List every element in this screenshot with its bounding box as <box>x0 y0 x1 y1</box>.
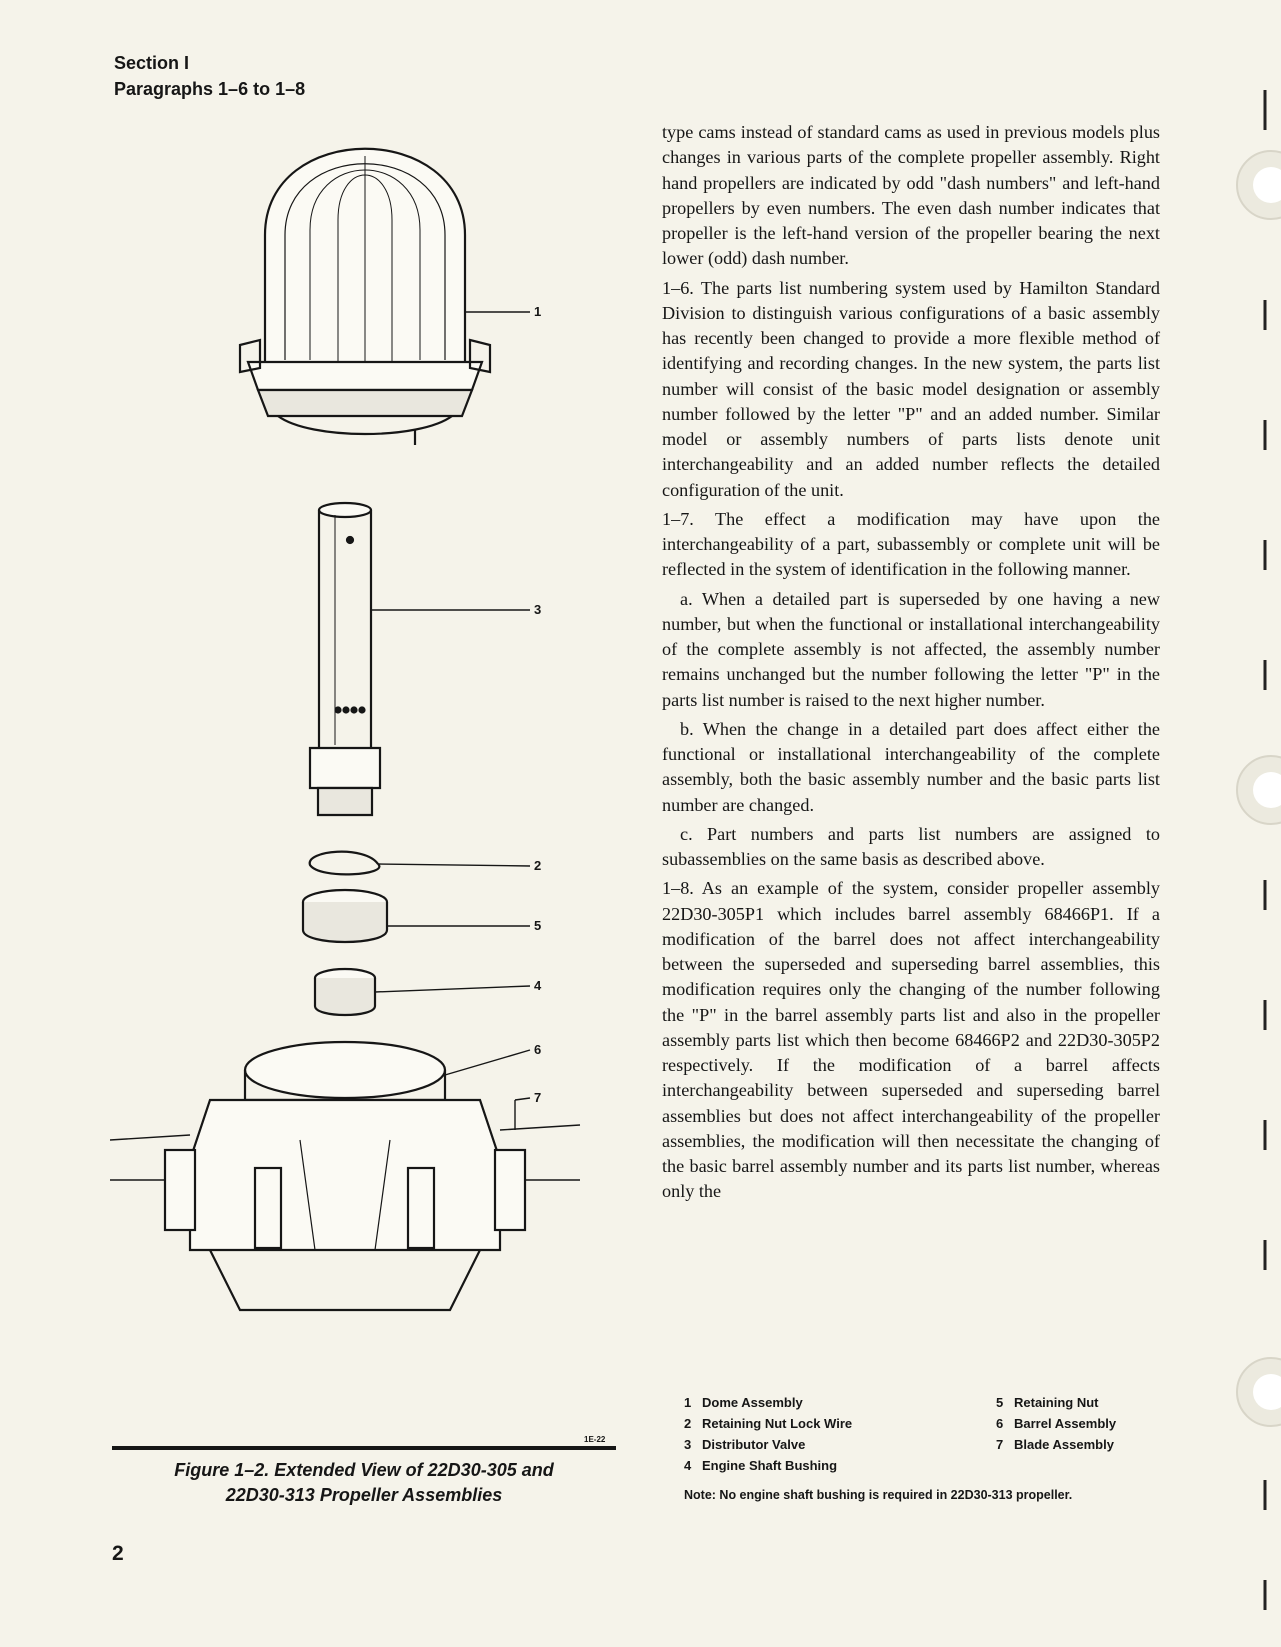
paragraph-range: Paragraphs 1–6 to 1–8 <box>114 79 306 99</box>
legend-item: 7 Blade Assembly <box>996 1437 1114 1452</box>
distributor-valve-drawing <box>310 503 530 815</box>
legend-item: 4 Engine Shaft Bushing <box>684 1458 838 1473</box>
callout-4: 4 <box>534 978 542 993</box>
figure-caption <box>112 1458 616 1508</box>
engine-shaft-bushing-drawing <box>315 969 530 1015</box>
legend-item: 5 Retaining Nut <box>996 1395 1099 1410</box>
caption-line-1: Figure 1–2. Extended View of 22D30-305 and <box>174 1460 554 1480</box>
propeller-illustration <box>110 140 620 1460</box>
retaining-nut-drawing <box>303 890 530 942</box>
figure-rule <box>112 1446 616 1450</box>
paragraph: c. Part numbers and parts list numbers are assigned to subassemblies on the same basis as described above. <box>662 823 1160 869</box>
paragraph: 1–6. The parts list numbering system used by Hamilton Standard Division to distinguish various configurations of a basic assembly has recently been changed to provide a more flexible method of identifying and recording changes. In the new system, the parts list number will consist of the basic model designation or assembly number followed by the letter "P" and an added number. Similar model or assembly numbers of parts lists denote unit interchangeability and an added number reflects the detailed configuration of the unit. <box>662 277 1160 500</box>
paragraph: a. When a detailed part is superseded by one having a new number, but when the functional or installational interchangeability of the complete assembly is not affected, the assembly number remains unchanged but the number following the letter "P" in the parts list number is raised to the next higher number. <box>662 588 1160 710</box>
figure-code: 1E-22 <box>584 1435 606 1444</box>
section-label: Section I <box>114 53 190 73</box>
callout-6: 6 <box>534 1042 542 1057</box>
page-header <box>114 50 305 102</box>
callout-2: 2 <box>534 858 542 873</box>
legend-item: 2 Retaining Nut Lock Wire <box>684 1416 853 1431</box>
legend-right-column <box>996 1392 1116 1455</box>
callout-1: 1 <box>534 304 542 319</box>
paragraph: type cams instead of standard cams as used in previous models plus changes in various parts of the complete propeller assembly. Right hand propellers are indicated by odd "dash numbers" and left-hand propellers by even numbers. The even dash number indicates that propeller is the left-hand version of the propeller bearing the next lower (odd) dash number. <box>662 122 1160 269</box>
callout-5: 5 <box>534 918 542 933</box>
paragraph: b. When the change in a detailed part does affect either the functional or installational interchangeability of the complete assembly, both the basic assembly number and the basic parts list number are changed. <box>662 718 1160 815</box>
binder-edge-decoration <box>1161 0 1281 1647</box>
paragraph: 1–8. As an example of the system, consider propeller assembly 22D30-305P1 which includes barrel assembly 68466P1. If a modification of the barrel does not affect interchangeability between the superseded and superseding barrel assemblies, this modification requires only the changing of the number following the "P" in the barrel assembly parts list and also in the propeller assembly parts list which then become 68466P2 and 22D30-305P2 respectively. If the modification of a barrel affects interchangeability between superseded and superseding barrel assemblies but does not affect interchangeability of the propeller assemblies, the modification will then necessitate the changing of the basic barrel assembly number and its parts list number, whereas only the <box>662 878 1160 1202</box>
paragraph: 1–7. The effect a modification may have upon the interchangeability of a part, subassembly or complete unit will be reflected in the system of identification in the following manner. <box>662 508 1160 580</box>
legend-left-column <box>684 1392 852 1476</box>
callout-3: 3 <box>534 602 542 617</box>
barrel-assembly-drawing <box>110 1042 580 1310</box>
body-text <box>662 120 1160 1209</box>
dome-assembly-drawing <box>240 149 530 445</box>
caption-line-2: 22D30-313 Propeller Assemblies <box>225 1485 503 1505</box>
legend-item: 6 Barrel Assembly <box>996 1416 1117 1431</box>
callout-7: 7 <box>534 1090 542 1105</box>
page-number: 2 <box>112 1542 124 1565</box>
footnote: Note: No engine shaft bushing is required in 22D30-313 propeller. <box>684 1488 1073 1502</box>
lock-wire-drawing <box>310 852 530 875</box>
exploded-view-figure <box>110 140 620 1460</box>
legend-item: 3 Distributor Valve <box>684 1437 806 1452</box>
legend-item: 1 Dome Assembly <box>684 1395 803 1410</box>
